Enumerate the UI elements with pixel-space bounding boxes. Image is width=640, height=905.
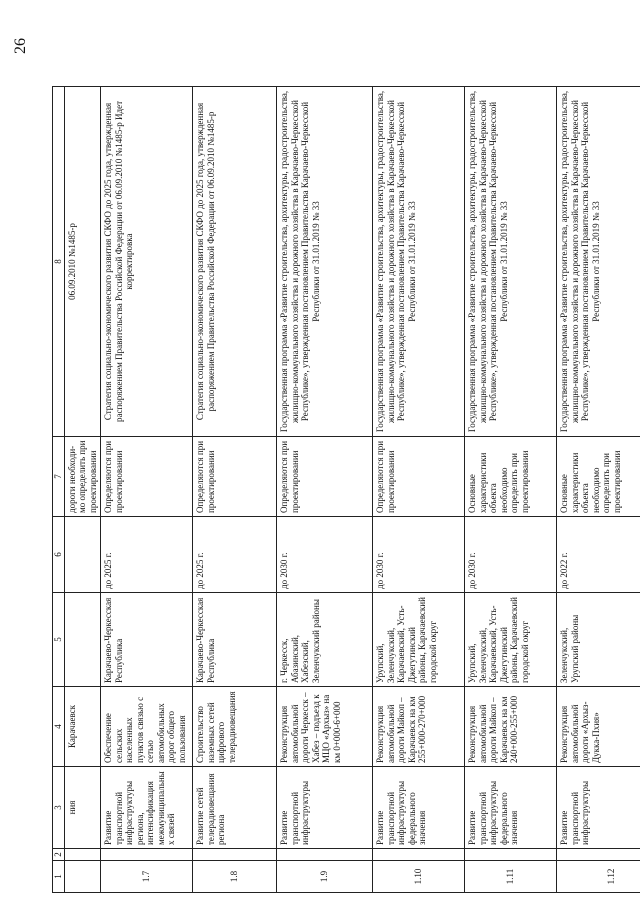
row-number: 1.7 — [101, 861, 193, 893]
cont-cell-7: дороги необходи-мо определить при проектировании — [64, 437, 101, 517]
plan-table — [52, 86, 640, 893]
cell-location: Карачаево-Черкесская Республика — [101, 593, 193, 687]
table-row — [193, 87, 277, 893]
col-header-4: 4 — [53, 687, 65, 767]
cell-object: Реконструкция автомобильной дороги «Архыз-Дукка-Пхия» — [557, 687, 640, 767]
cell-location: Зеленчукский, Урупский районы — [557, 593, 640, 687]
cell-characteristics: Основные характеристики объекта необходимо определить при проектировании — [465, 437, 557, 517]
cell-basis: Стратегия социально-экономического развития СКФО до 2025 года, утвержденная распоряжением Правительства Российской Федерации от 06.09.2010 №1485-р — [193, 87, 277, 437]
cell-col2 — [373, 849, 465, 861]
row-number: 1.11 — [465, 861, 557, 893]
col-header-2: 2 — [53, 849, 65, 861]
cell-deadline: до 2030 г. — [277, 517, 373, 593]
cell-basis: Государственная программа «Развитие строительства, архитектуры, градостроительства, жилищно-коммунального хозяйства и дорожного хозяйства в Карачаево-Черкесской Республике», утвержденная постановлением Правительства Карачаево-Черкесской Республики от 31.01.2019 № 33 — [373, 87, 465, 437]
col-header-5: 5 — [53, 593, 65, 687]
col-header-1: 1 — [53, 861, 65, 893]
cell-location: г. Черкесск, Абазинский, Хабезский, Зеленчукский районы — [277, 593, 373, 687]
cell-direction: Развитие транспортной инфраструктуры — [277, 767, 373, 849]
cell-deadline: до 2030 г. — [373, 517, 465, 593]
col-header-3: 3 — [53, 767, 65, 849]
cell-direction: Развитие транспортной инфраструктуры федерального значения — [465, 767, 557, 849]
cell-deadline: до 2025 г. — [193, 517, 277, 593]
cell-deadline: до 2030 г. — [465, 517, 557, 593]
cell-characteristics: Основные характеристики объекта необходимо определить при проектировании — [557, 437, 640, 517]
cell-location: Урупский, Зеленчукский, Карачаевский, Усть-Джегутинский районы, Карачаевский городской округ — [373, 593, 465, 687]
row-number: 1.10 — [373, 861, 465, 893]
cell-location: Карачаево-Черкесская Республика — [193, 593, 277, 687]
cell-characteristics: Определяются при проектировании — [193, 437, 277, 517]
cell-characteristics: Определяются при проектировании — [101, 437, 193, 517]
cell-direction: Развитие транспортной инфраструктуры региона, интенсификация межмуниципальных связей — [101, 767, 193, 849]
cell-basis: Государственная программа «Развитие строительства, архитектуры, градостроительства, жилищно-коммунального хозяйства и дорожного хозяйства в Карачаево-Черкесской Республике», утвержденная постановлением Правительства Карачаево-Черкесской Республики от 31.01.2019 № 33 — [557, 87, 640, 437]
cell-col2 — [101, 849, 193, 861]
cont-cell-8: 06.09.2010 №1485-р — [64, 87, 101, 437]
cell-basis: Государственная программа «Развитие строительства, архитектуры, градостроительства, жилищно-коммунального хозяйства и дорожного хозяйства в Карачаево-Черкесской Республике», утвержденная постановлением Правительства Карачаево-Черкесской Республики от 31.01.2019 № 33 — [277, 87, 373, 437]
cell-characteristics: Определяются при проектировании — [373, 437, 465, 517]
cell-location: Урупский, Зеленчукский, Карачаевский, Усть-Джегутинский районы, Карачаевский городской округ — [465, 593, 557, 687]
cell-object: Обеспечение сельских населенных пунктов связью с сетью автомобильных дорог общего пользования — [101, 687, 193, 767]
cell-object: Реконструкция автомобильной дороги Майкоп – Карачаевск на км 240+000-255+000 — [465, 687, 557, 767]
cell-direction: Развитие транспортной инфраструктуры федерального значения — [373, 767, 465, 849]
table-row — [557, 87, 640, 893]
cell-deadline: до 2022 г. — [557, 517, 640, 593]
cell-object: Реконструкция автомобильной дороги Майкоп – Карачаевск на км 255+000-270+000 — [373, 687, 465, 767]
cell-col2 — [193, 849, 277, 861]
cell-col2 — [465, 849, 557, 861]
table-row — [277, 87, 373, 893]
continuation-row — [64, 87, 101, 893]
cell-object: Строительство наземных сетей цифрового телерадиовещания — [193, 687, 277, 767]
table-row — [373, 87, 465, 893]
cont-cell-3: ния — [64, 767, 101, 849]
cell-direction: Развитие транспортной инфраструктуры — [557, 767, 640, 849]
row-number: 1.8 — [193, 861, 277, 893]
table-row — [101, 87, 193, 893]
row-number: 1.9 — [277, 861, 373, 893]
cell-characteristics: Определяются при проектировании — [277, 437, 373, 517]
cell-deadline: до 2025 г. — [101, 517, 193, 593]
col-header-7: 7 — [53, 437, 65, 517]
cell-col2 — [557, 849, 640, 861]
cell-basis: Государственная программа «Развитие строительства, архитектуры, градостроительства, жилищно-коммунального хозяйства и дорожного хозяйства в Карачаево-Черкесской Республике», утвержденная постановлением Правительства Карачаево-Черкесской Республики от 31.01.2019 № 33 — [465, 87, 557, 437]
cell-basis: Стратегия социально-экономического развития СКФО до 2025 года, утвержденная распоряжением Правительства Российской Федерации от 06.09.2010 №1485-р Идет корректировка — [101, 87, 193, 437]
cont-cell-4: Карачаевск — [64, 687, 101, 767]
cell-direction: Развитие сетей телерадиовещания региона — [193, 767, 277, 849]
table-row — [465, 87, 557, 893]
col-header-8: 8 — [53, 87, 65, 437]
page-number: 26 — [12, 38, 29, 54]
row-number: 1.12 — [557, 861, 640, 893]
col-header-6: 6 — [53, 517, 65, 593]
header-row — [53, 87, 65, 893]
cell-col2 — [277, 849, 373, 861]
cell-object: Реконструкция автомобильной дороги Черкесск – Хабез – подъезд к МЦО «Архыз» на км 0+000-6+000 — [277, 687, 373, 767]
